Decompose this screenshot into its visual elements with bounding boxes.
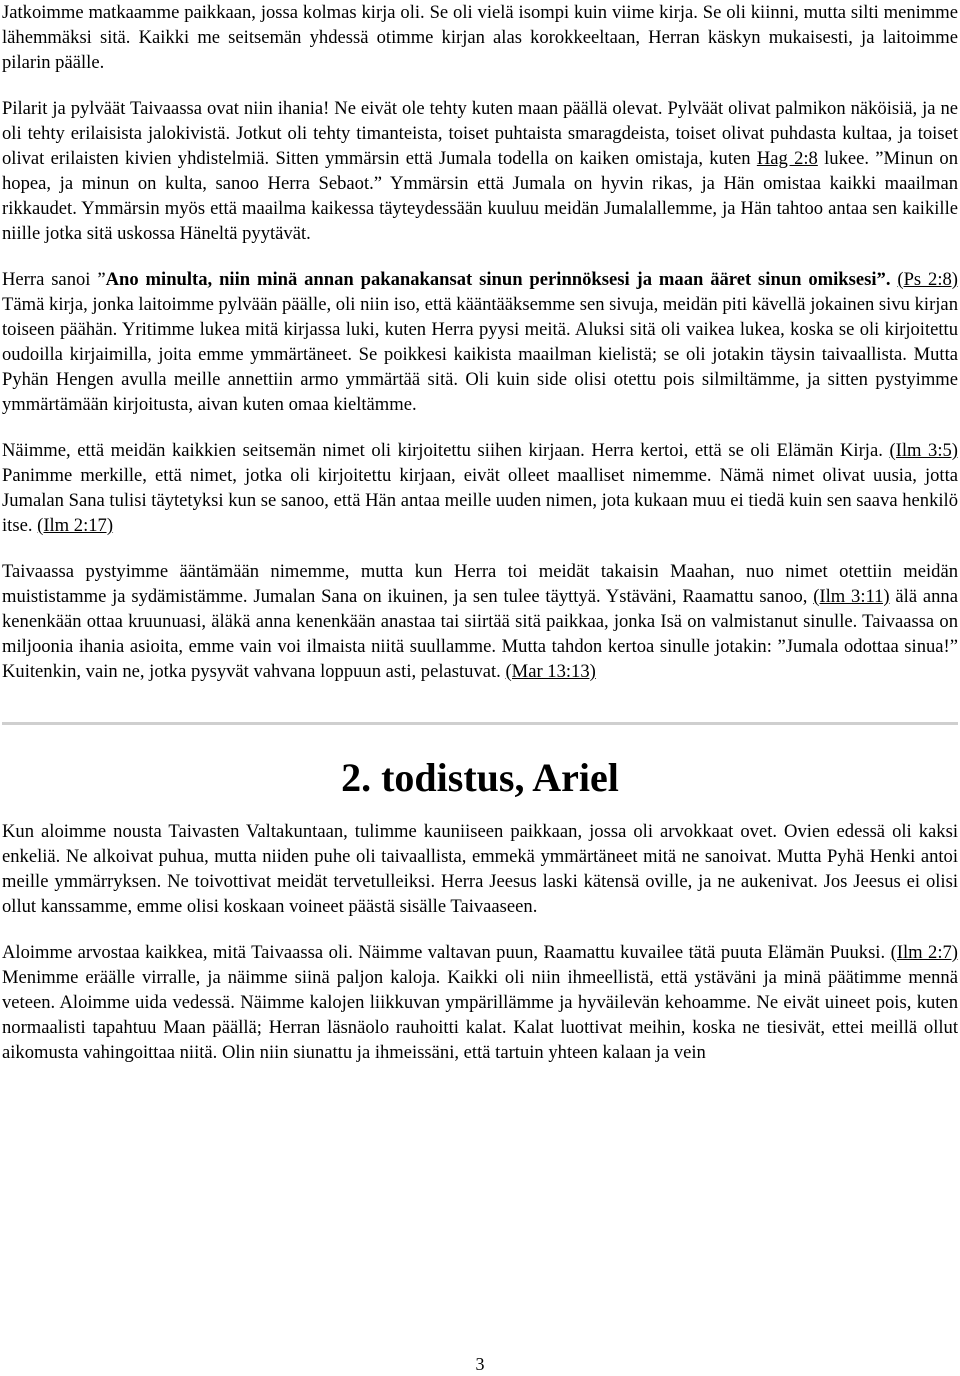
paragraph-text: Panimme merkille, että nimet, jotka oli kirjoitettu kirjaan, eivät olleet maalliset nimemme. Nämä nimet olivat uusia, jotta Jumalan Sana tulisi täytetyksi kun se sanoo, että Hän antaa meille uuden nimen, jota kukaan muu ei tiedä kuin sen saava henkilö itse. <box>2 465 958 536</box>
paragraph-text: Menimme eräälle virralle, ja näimme siinä paljon kaloja. Kaikki oli niin ihmeellistä, että ystäväni ja minä päätimme mennä veteen. Aloimme uida vedessä. Näimme kalojen liikkuvan ympärillämme ja hyväilevän kehoamme. Ne eivät uineet pois, kuten normaalisti tapahtuu Maan päällä; Herran läsnäolo rauhoitti kalat. Kalat luottivat meihin, koska ne tiesivät, ettei meillä ollut aikomusta vahingoittaa niitä. Olin niin siunattu ja ihmeissäni, että tartuin yhteen kalaan ja vein <box>2 967 958 1063</box>
scripture-reference-link[interactable]: (Ilm 3:11) <box>813 586 890 607</box>
paragraph-text: Kun aloimme nousta Taivasten Valtakuntaan, tulimme kauniiseen paikkaan, jossa oli arvokkaat ovet. Ovien edessä oli kaksi enkeliä. Ne alkoivat puhua, mutta niiden puhe oli taivaallista, emmekä ymmärtäneet mitä ne sanoivat. Mutta Pyhä Henki antoi meille ymmärryksen. Ne toivottivat meidät tervetulleiksi. Herra Jeesus laski kätensä oville, ja ne aukenivat. Jos Jeesus ei olisi ollut kanssamme, emme olisi koskaan voineet päästä sisälle Taivaaseen. <box>2 821 958 917</box>
section-heading: 2. todistus, Ariel <box>341 755 619 800</box>
document-page <box>2 0 958 1086</box>
quoted-scripture-text: Ano minulta, niin minä annan pakanakansat sinun perinnöksesi ja maan ääret sinun omiksesi”. <box>105 269 891 290</box>
paragraph-text: Aloimme arvostaa kaikkea, mitä Taivaassa oli. Näimme valtavan puun, Raamattu kuvailee tätä puuta Elämän Puuksi. <box>2 942 891 963</box>
paragraph <box>2 438 958 538</box>
paragraph-text: älä anna kenenkään ottaa kruunuasi, äläkä anna kenenkään anastaa tai siirtää sitä paikkaa, jonka Isä on valmistanut sinulle. Taivaassa on miljoonia ihania asioita, emme vain voi ilmaista niitä suullamme. Mutta tahdon kertoa sinulle jotakin: ”Jumala odottaa sinua!” Kuitenkin, vain ne, jotka pysyvät vahvana loppuun asti, pelastuvat. <box>2 586 958 682</box>
scripture-reference-link[interactable]: Hag 2:8 <box>756 148 818 169</box>
scripture-reference-link[interactable]: (Ilm 3:5) <box>889 440 958 461</box>
paragraph-text: Näimme, että meidän kaikkien seitsemän nimet oli kirjoitettu siihen kirjaan. Herra kertoi, että se oli Elämän Kirja. <box>2 440 890 461</box>
paragraph <box>2 940 958 1065</box>
paragraph-text: Taivaassa pystyimme ääntämään nimemme, mutta kun Herra toi meidät takaisin Maahan, nuo nimet otettiin meidän muististamme ja sydämistämme. Jumalan Sana on ikuinen, ja sen tulee täyttyä. Ystäväni, Raamattu sanoo, <box>2 561 958 607</box>
paragraph <box>2 559 958 684</box>
paragraph-text: Pilarit ja pylväät Taivaassa ovat niin ihania! Ne eivät ole tehty kuten maan päällä olevat. Pylväät olivat palmikon näköisiä, ja ne oli tehty erilaisista jalokivistä. Jotkut oli tehty timanteista, toiset puhtaista smaragdeista, toiset olivat puhdasta kultaa, ja toiset olivat erilaisten kivien yhdistelmiä. Sitten ymmärsin että Jumala todella on kaiken omistaja, kuten <box>2 98 958 169</box>
scripture-reference-link[interactable]: (Ilm 2:7) <box>890 942 958 963</box>
paragraph <box>2 0 958 75</box>
paragraph <box>2 267 958 417</box>
scripture-reference-link[interactable]: (Ilm 2:17) <box>37 515 114 536</box>
section-divider <box>2 722 958 725</box>
paragraph-text: lukee. ”Minun on hopea, ja minun on kulta, sanoo Herra Sebaot.” Ymmärsin että Jumala on hyvin rikas, ja Hän omistaa kaikki maailman rikkaudet. Ymmärsin myös että maailma kaikessa täyteydessään kuuluu meidän Jumalallemme, ja Hän tahtoo antaa sen kaikille niille jotka sitä uskossa Häneltä pyytävät. <box>2 148 958 244</box>
scripture-reference-link[interactable]: (Mar 13:13) <box>505 661 596 682</box>
paragraph-text: Tämä kirja, jonka laitoimme pylvään päälle, oli niin iso, että kääntääksemme sen sivuja, meidän piti kävellä jokainen sivu kirjan toiseen päähän. Yritimme lukea mitä kirjassa luki, kuten Herra pyysi meitä. Aluksi sitä oli vaikea lukea, koska se oli kirjoitettu oudoilla kirjaimilla, joita emme ymmärtäneet. Se poikkesi kaikista maailman kielistä; se oli jotakin täysin taivaallista. Mutta Pyhän Hengen avulla meille annettiin armo ymmärtää sitä. Oli kuin side olisi otettu pois silmiltämme, ja sitten pystyimme ymmärtämään kirjoitusta, aivan kuten omaa kieltämme. <box>2 294 958 415</box>
paragraph-text: Herra sanoi ” <box>2 269 106 290</box>
paragraph <box>2 96 958 246</box>
scripture-reference-link[interactable]: (Ps 2:8) <box>897 269 958 290</box>
page-number: 3 <box>475 1354 485 1374</box>
paragraph <box>2 819 958 919</box>
paragraph-text: Jatkoimme matkaamme paikkaan, jossa kolmas kirja oli. Se oli vielä isompi kuin viime kirja. Se oli kiinni, mutta silti menimme lähemmäksi sitä. Kaikki me seitsemän yhdessä otimme kirjan alas korokkeeltaan, Herran käskyn mukaisesti, ja laitoimme pilarin päälle. <box>2 2 958 73</box>
